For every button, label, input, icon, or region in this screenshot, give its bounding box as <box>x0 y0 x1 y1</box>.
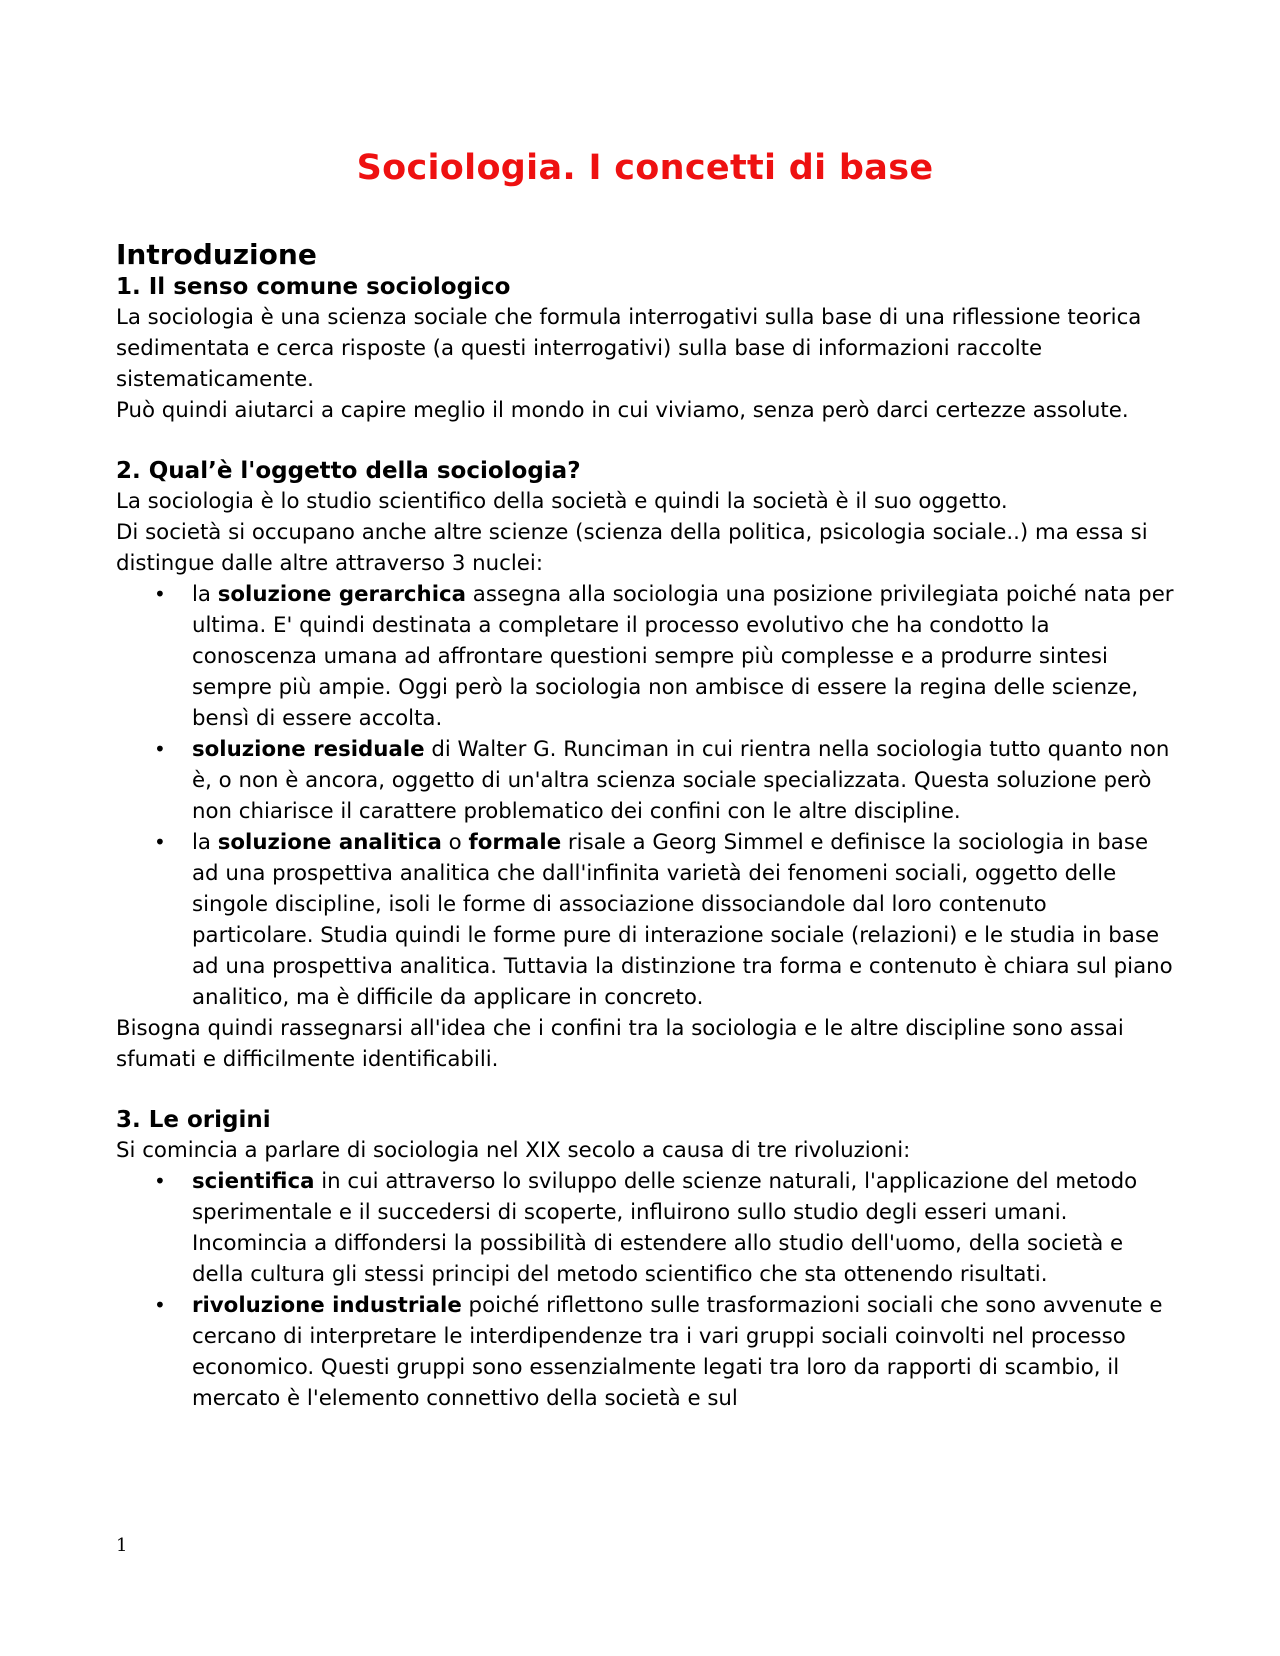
list-item-text: la <box>192 830 218 855</box>
document-title: Sociologia. I concetti di base <box>356 148 934 188</box>
bullet-icon: • <box>154 1293 166 1317</box>
section-heading-3: 3. Le origini <box>116 1107 271 1133</box>
chapter-heading: Introduzione <box>116 238 317 271</box>
list-item-text: poiché riflettono sulle trasformazioni sociali che sono avvenute e cercano di interpretare le interdipendenze tra i vari gruppi sociali coinvolti nel processo economico. Questi gruppi sono essenzialmente legati tra loro da rapporti di scambio, il mercato è l'elemento connettivo della società e sul <box>192 1293 1163 1411</box>
paragraph: Può quindi aiutarci a capire meglio il mondo in cui viviamo, senza però darci certezze assolute. <box>116 398 1129 423</box>
document-page <box>116 0 1174 1414</box>
paragraph: Bisogna quindi rassegnarsi all'idea che i confini tra la sociologia e le altre discipline sono assai sfumati e difficilmente identificabili. <box>116 1016 1124 1072</box>
list-item <box>154 579 1174 734</box>
list-item-text: in cui attraverso lo sviluppo delle scienze naturali, l'applicazione del metodo sperimentale e il succedersi di scoperte, influirono sullo studio degli esseri umani. Incomincia a diffondersi la possibilità di estendere allo studio dell'uomo, della società e della cultura gli stessi principi del metodo scientifico che sta ottenendo risultati. <box>192 1169 1138 1287</box>
list-item-text: la <box>192 582 218 607</box>
paragraph: La sociologia è una scienza sociale che formula interrogativi sulla base di una riflessione teorica sedimentata e cerca risposte (a questi interrogativi) sulla base di informazioni raccolte sistematicamente. <box>116 305 1142 392</box>
bullet-icon: • <box>154 1169 166 1193</box>
section-heading-2: 2. Qual’è l'oggetto della sociologia? <box>116 458 581 484</box>
list-item-text: di Walter G. Runciman in cui rientra nella sociologia tutto quanto non è, o non è ancora, oggetto di un'altra scienza sociale specializzata. Questa soluzione però non chiarisce il carattere problematico dei confini con le altre discipline. <box>192 737 1170 824</box>
bullet-icon: • <box>154 830 166 854</box>
bullet-icon: • <box>154 582 166 606</box>
bold-term: formale <box>468 830 562 855</box>
list-item-text: risale a Georg Simmel e definisce la sociologia in base ad una prospettiva analitica che dall'infinita varietà dei fenomeni sociali, oggetto delle singole discipline, isoli le forme di associazione dissociandole dal loro contenuto particolare. Studia quindi le forme pure di interazione sociale (relazioni) e le studia in base ad una prospettiva analitica. Tuttavia la distinzione tra forma e contenuto è chiara sul piano analitico, ma è difficile da applicare in concreto. <box>192 830 1173 1010</box>
bold-term: soluzione residuale <box>192 737 425 762</box>
list-item <box>154 1290 1174 1414</box>
bold-term: soluzione gerarchica <box>217 582 467 607</box>
paragraph: La sociologia è lo studio scientifico della società e quindi la società è il suo oggetto. <box>116 489 1008 514</box>
bullet-list <box>116 1166 1174 1414</box>
paragraph: Di società si occupano anche altre scienze (scienza della politica, psicologia sociale..) ma essa si distingue dalle altre attraverso 3 nuclei: <box>116 520 1148 576</box>
page-number: 1 <box>116 1535 128 1556</box>
bold-term: soluzione analitica <box>217 830 442 855</box>
paragraph: Si comincia a parlare di sociologia nel XIX secolo a causa di tre rivoluzioni: <box>116 1138 911 1163</box>
list-item <box>154 734 1174 827</box>
list-item <box>154 1166 1174 1290</box>
list-item-text: assegna alla sociologia una posizione privilegiata poiché nata per ultima. E' quindi destinata a completare il processo evolutivo che ha condotto la conoscenza umana ad affrontare questioni sempre più complesse e a produrre sintesi sempre più ampie. Oggi però la sociologia non ambisce di essere la regina delle scienze, bensì di essere accolta. <box>192 582 1174 731</box>
bold-term: rivoluzione industriale <box>192 1293 462 1318</box>
bold-term: scientifica <box>192 1169 315 1194</box>
bullet-list <box>116 579 1174 1013</box>
bullet-icon: • <box>154 737 166 761</box>
section-heading-1: 1. Il senso comune sociologico <box>116 274 511 300</box>
list-item-text: o <box>441 830 469 855</box>
list-item <box>154 827 1174 1013</box>
